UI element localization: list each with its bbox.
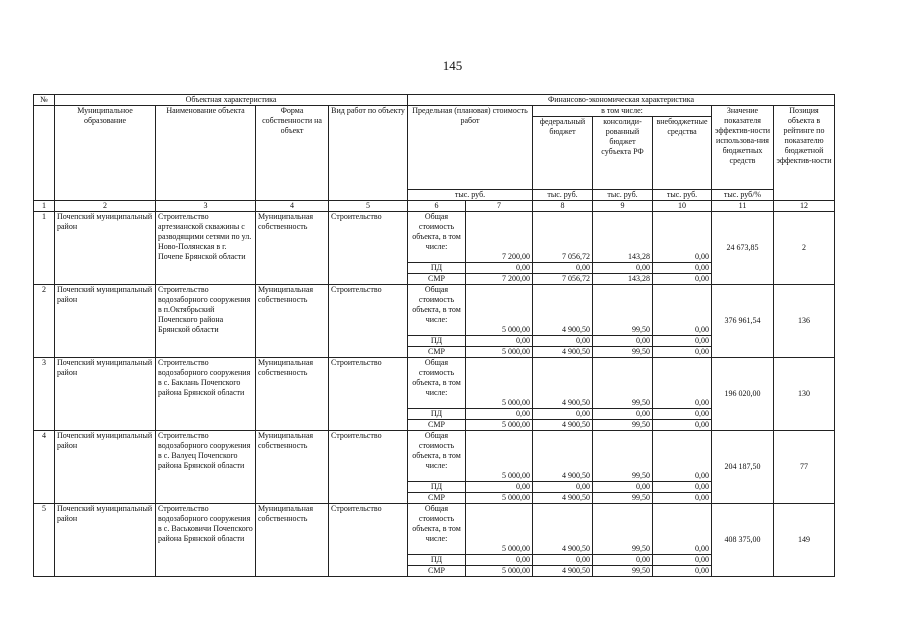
smr-extrabudget-value: 0,00 — [653, 274, 712, 285]
row-number: 5 — [34, 504, 55, 577]
unit-consolidated: тыс. руб. — [593, 190, 653, 201]
col-number: 9 — [593, 201, 653, 212]
smr-label: СМР — [408, 566, 466, 577]
ownership-cell: Муниципальная собственность — [256, 285, 329, 358]
table-row — [34, 431, 835, 482]
header-federal: федеральный бюджет — [533, 117, 593, 190]
smr-extrabudget-value: 0,00 — [653, 347, 712, 358]
smr-federal-value: 4 900,50 — [533, 493, 593, 504]
smr-label: СМР — [408, 420, 466, 431]
header-municipality: Муниципальное образование — [55, 106, 156, 201]
smr-federal-value: 4 900,50 — [533, 347, 593, 358]
rating-position: 2 — [774, 212, 835, 285]
table-row — [34, 285, 835, 336]
page-number: 145 — [442, 58, 463, 73]
pd-extrabudget-value: 0,00 — [653, 263, 712, 274]
col-number: 5 — [329, 201, 408, 212]
consolidated-value: 99,50 — [593, 431, 653, 482]
pd-consolidated-value: 0,00 — [593, 482, 653, 493]
work-type-cell: Строительство — [329, 285, 408, 358]
header-object-characteristic: Объектная характеристика — [55, 95, 408, 106]
pd-federal-value: 0,00 — [533, 409, 593, 420]
municipality-cell: Почепский муниципальный район — [55, 431, 156, 504]
col-number: 3 — [156, 201, 256, 212]
pd-consolidated-value: 0,00 — [593, 263, 653, 274]
work-type-cell: Строительство — [329, 212, 408, 285]
efficiency-value: 24 673,85 — [712, 212, 774, 285]
rating-position: 136 — [774, 285, 835, 358]
smr-extrabudget-value: 0,00 — [653, 493, 712, 504]
pd-consolidated-value: 0,00 — [593, 555, 653, 566]
municipality-cell: Почепский муниципальный район — [55, 358, 156, 431]
unit-efficiency: тыс. руб/% — [712, 190, 774, 201]
extrabudget-value: 0,00 — [653, 285, 712, 336]
consolidated-value: 99,50 — [593, 285, 653, 336]
header-num: № — [34, 95, 55, 106]
efficiency-value: 196 020,00 — [712, 358, 774, 431]
ownership-cell: Муниципальная собственность — [256, 212, 329, 285]
ownership-cell: Муниципальная собственность — [256, 358, 329, 431]
pd-total-value: 0,00 — [466, 482, 533, 493]
col-number: 8 — [533, 201, 593, 212]
federal-value: 4 900,50 — [533, 504, 593, 555]
header-extrabudget: внебюджетные средства — [653, 117, 712, 190]
header-financial-characteristic: Финансово-экономическая характеристика — [408, 95, 835, 106]
smr-total-value: 7 200,00 — [466, 274, 533, 285]
consolidated-value: 143,28 — [593, 212, 653, 263]
pd-label: ПД — [408, 555, 466, 566]
object-name-cell: Строительство водозаборного сооружения в с. Валуец Почепского района Брянской области — [156, 431, 256, 504]
rating-position: 130 — [774, 358, 835, 431]
total-cost-value: 5 000,00 — [466, 358, 533, 409]
work-type-cell: Строительство — [329, 431, 408, 504]
pd-total-value: 0,00 — [466, 409, 533, 420]
pd-consolidated-value: 0,00 — [593, 409, 653, 420]
unit-federal: тыс. руб. — [533, 190, 593, 201]
header-object-name: Наименование объекта — [156, 106, 256, 201]
federal-value: 7 056,72 — [533, 212, 593, 263]
total-cost-label: Общая стоимость объекта, в том числе: — [408, 358, 466, 409]
table-row — [34, 504, 835, 555]
header-ownership: Форма собственности на объект — [256, 106, 329, 201]
col-number: 7 — [466, 201, 533, 212]
work-type-cell: Строительство — [329, 358, 408, 431]
pd-federal-value: 0,00 — [533, 555, 593, 566]
pd-extrabudget-value: 0,00 — [653, 482, 712, 493]
header-work-type: Вид работ по объекту — [329, 106, 408, 201]
header-including: в том числе: — [533, 106, 712, 117]
row-number: 3 — [34, 358, 55, 431]
pd-extrabudget-value: 0,00 — [653, 555, 712, 566]
smr-consolidated-value: 143,28 — [593, 274, 653, 285]
federal-value: 4 900,50 — [533, 431, 593, 482]
efficiency-value: 408 375,00 — [712, 504, 774, 577]
col-number: 1 — [34, 201, 55, 212]
smr-consolidated-value: 99,50 — [593, 420, 653, 431]
pd-label: ПД — [408, 263, 466, 274]
total-cost-label: Общая стоимость объекта, в том числе: — [408, 212, 466, 263]
efficiency-value: 376 961,54 — [712, 285, 774, 358]
smr-label: СМР — [408, 347, 466, 358]
total-cost-value: 5 000,00 — [466, 431, 533, 482]
col-number: 11 — [712, 201, 774, 212]
total-cost-value: 5 000,00 — [466, 504, 533, 555]
pd-total-value: 0,00 — [466, 336, 533, 347]
col-number: 10 — [653, 201, 712, 212]
smr-federal-value: 7 056,72 — [533, 274, 593, 285]
ownership-cell: Муниципальная собственность — [256, 431, 329, 504]
col-number: 2 — [55, 201, 156, 212]
header-limit-cost: Предельная (плановая) стоимость работ — [408, 106, 533, 190]
header-position: Позиция объекта в рейтинге по показателю бюджетной эффектив-ности — [774, 106, 835, 201]
pd-federal-value: 0,00 — [533, 263, 593, 274]
smr-total-value: 5 000,00 — [466, 420, 533, 431]
municipality-cell: Почепский муниципальный район — [55, 212, 156, 285]
consolidated-value: 99,50 — [593, 358, 653, 409]
efficiency-value: 204 187,50 — [712, 431, 774, 504]
total-cost-label: Общая стоимость объекта, в том числе: — [408, 285, 466, 336]
smr-total-value: 5 000,00 — [466, 566, 533, 577]
header-efficiency: Значение показателя эффектив-ности использова-ния бюджетных средств — [712, 106, 774, 190]
pd-total-value: 0,00 — [466, 555, 533, 566]
col-number: 12 — [774, 201, 835, 212]
smr-total-value: 5 000,00 — [466, 347, 533, 358]
header-consolidated: консолиди-рованный бюджет субъекта РФ — [593, 117, 653, 190]
extrabudget-value: 0,00 — [653, 212, 712, 263]
row-number: 4 — [34, 431, 55, 504]
smr-label: СМР — [408, 493, 466, 504]
extrabudget-value: 0,00 — [653, 431, 712, 482]
total-cost-label: Общая стоимость объекта, в том числе: — [408, 431, 466, 482]
total-cost-value: 5 000,00 — [466, 285, 533, 336]
object-name-cell: Строительство водозаборного сооружения в п.Октябрьский Почепского района Брянской области — [156, 285, 256, 358]
rating-position: 77 — [774, 431, 835, 504]
unit-limit-cost: тыс. руб. — [408, 190, 533, 201]
federal-value: 4 900,50 — [533, 285, 593, 336]
extrabudget-value: 0,00 — [653, 358, 712, 409]
table-row — [34, 212, 835, 263]
col-number: 6 — [408, 201, 466, 212]
col-number: 4 — [256, 201, 329, 212]
row-number: 1 — [34, 212, 55, 285]
smr-consolidated-value: 99,50 — [593, 566, 653, 577]
consolidated-value: 99,50 — [593, 504, 653, 555]
table-row — [34, 358, 835, 409]
object-name-cell: Строительство водозаборного сооружения в с. Васьковичи Почепского района Брянской области — [156, 504, 256, 577]
smr-extrabudget-value: 0,00 — [653, 566, 712, 577]
municipality-cell: Почепский муниципальный район — [55, 504, 156, 577]
pd-label: ПД — [408, 482, 466, 493]
work-type-cell: Строительство — [329, 504, 408, 577]
extrabudget-value: 0,00 — [653, 504, 712, 555]
municipality-cell: Почепский муниципальный район — [55, 285, 156, 358]
pd-federal-value: 0,00 — [533, 336, 593, 347]
smr-federal-value: 4 900,50 — [533, 420, 593, 431]
total-cost-label: Общая стоимость объекта, в том числе: — [408, 504, 466, 555]
pd-federal-value: 0,00 — [533, 482, 593, 493]
smr-extrabudget-value: 0,00 — [653, 420, 712, 431]
row-number: 2 — [34, 285, 55, 358]
object-name-cell: Строительство артезианской скважины с разводящими сетями по ул. Ново-Полянская в г. Почепе Брянской области — [156, 212, 256, 285]
pd-total-value: 0,00 — [466, 263, 533, 274]
smr-label: СМР — [408, 274, 466, 285]
pd-extrabudget-value: 0,00 — [653, 336, 712, 347]
pd-label: ПД — [408, 409, 466, 420]
pd-consolidated-value: 0,00 — [593, 336, 653, 347]
object-name-cell: Строительство водозаборного сооружения в с. Баклань Почепского района Брянской области — [156, 358, 256, 431]
total-cost-value: 7 200,00 — [466, 212, 533, 263]
ownership-cell: Муниципальная собственность — [256, 504, 329, 577]
pd-label: ПД — [408, 336, 466, 347]
unit-extrabudget: тыс. руб. — [653, 190, 712, 201]
object-table — [33, 94, 835, 577]
smr-consolidated-value: 99,50 — [593, 347, 653, 358]
smr-consolidated-value: 99,50 — [593, 493, 653, 504]
smr-total-value: 5 000,00 — [466, 493, 533, 504]
federal-value: 4 900,50 — [533, 358, 593, 409]
pd-extrabudget-value: 0,00 — [653, 409, 712, 420]
rating-position: 149 — [774, 504, 835, 577]
smr-federal-value: 4 900,50 — [533, 566, 593, 577]
